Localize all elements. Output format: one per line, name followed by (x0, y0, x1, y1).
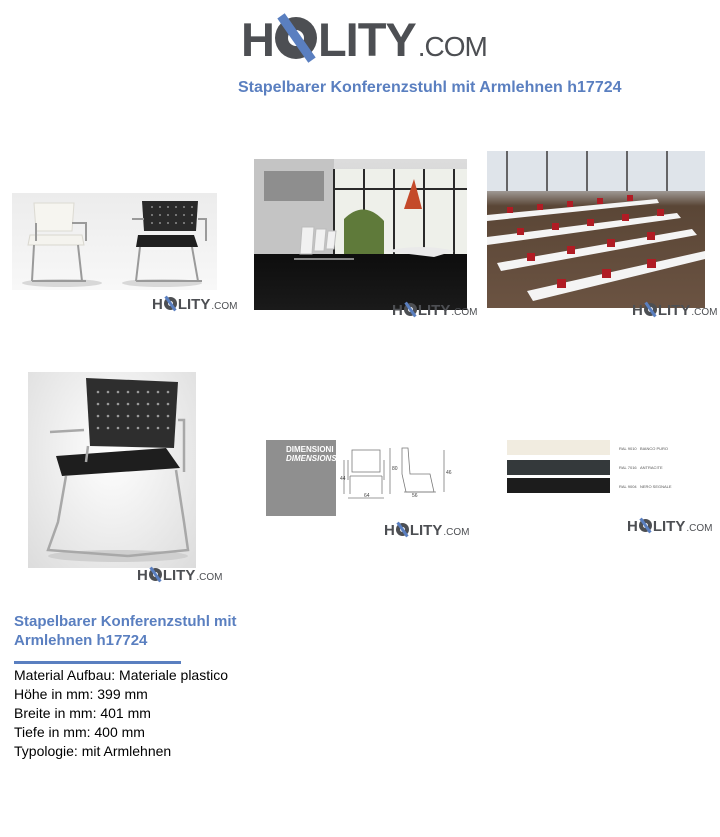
spec-depth: Tiefe in mm: 400 mm (14, 724, 145, 740)
product-image-conference-hall[interactable] (487, 151, 705, 308)
spec-height: Höhe in mm: 399 mm (14, 686, 148, 702)
logo-o-icon (404, 303, 417, 316)
dimension-depth-side: 56 (412, 493, 418, 499)
swatch-label-black: RAL 9004 NERO SEGNALE (619, 484, 672, 489)
lobby-illustration (254, 159, 467, 310)
dimension-height-front: 80 (392, 466, 398, 472)
logo-o-icon (275, 17, 317, 59)
logo-text-h: H (241, 13, 274, 66)
watermark-logo: H LITY .COM (627, 518, 713, 535)
watermark-logo: H LITY .COM (632, 302, 718, 319)
dimension-height-side: 44 (340, 476, 346, 482)
watermark-logo: H LITY .COM (392, 302, 478, 319)
dimensions-label (266, 440, 336, 516)
product-image-dimensions[interactable] (266, 440, 453, 516)
swatch-label-white: RAL 9010 BIANCO PURO (619, 446, 669, 451)
swatch-label-anthracite: RAL 7016 ANTRACITE (619, 465, 663, 470)
product-image-black-chair[interactable] (28, 372, 196, 568)
logo-o-icon (396, 523, 409, 536)
swatch-anthracite (507, 460, 610, 475)
product-heading: Stapelbarer Konferenzstuhl mit Armlehnen h17724 (14, 613, 237, 649)
page-title: Stapelbarer Konferenzstuhl mit Armlehnen h17724 (238, 79, 622, 96)
dimensions-label-de: DIMENSIONI (286, 445, 334, 454)
swatch-white (507, 440, 610, 455)
spec-material: Material Aufbau: Materiale plastico (14, 667, 228, 683)
dimensions-label-en: DIMENSIONS (286, 454, 337, 463)
holity-logo[interactable] (241, 12, 487, 67)
watermark-logo: H LITY .COM (152, 296, 238, 313)
logo-text-domain: .COM (417, 31, 487, 62)
chairs-pair-illustration (12, 193, 217, 290)
conference-hall-illustration (487, 151, 705, 308)
watermark-logo: H LITY .COM (384, 522, 470, 539)
spec-type: Typologie: mit Armlehnen (14, 743, 172, 759)
heading-divider (14, 661, 181, 664)
swatch-black (507, 478, 610, 493)
black-chair-illustration (28, 372, 196, 568)
logo-text-lity: LITY (317, 13, 416, 66)
dimension-seat-side: 46 (446, 470, 452, 476)
product-image-chairs-pair[interactable] (12, 193, 217, 290)
watermark-logo: H LITY .COM (137, 567, 223, 584)
dimension-drawing (336, 440, 453, 516)
product-image-colours[interactable] (507, 440, 672, 495)
logo-o-icon (644, 303, 657, 316)
product-image-lobby[interactable] (254, 159, 467, 310)
logo-o-icon (639, 519, 652, 532)
logo-o-icon (164, 297, 177, 310)
dimension-width-front: 64 (364, 493, 370, 499)
logo-o-icon (149, 568, 162, 581)
spec-list (14, 666, 228, 761)
spec-width: Breite in mm: 401 mm (14, 705, 151, 721)
